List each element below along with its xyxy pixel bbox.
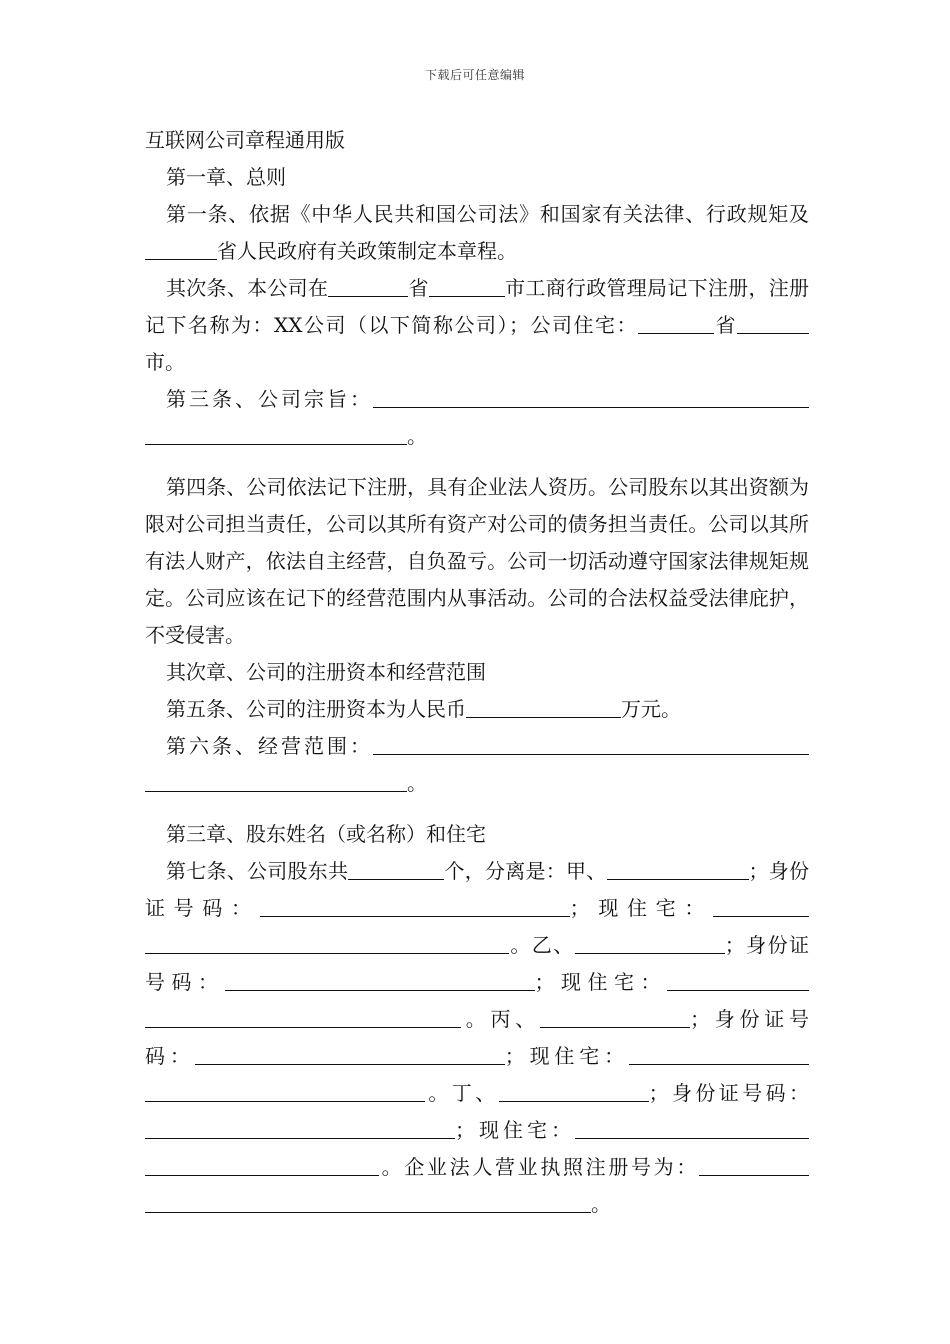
blank-field: [499, 1082, 649, 1102]
blank-field: [145, 240, 217, 260]
blank-field: [260, 897, 570, 917]
blank-field: [713, 897, 809, 917]
blank-field: [540, 1008, 690, 1028]
address-label: ；现住宅：: [534, 970, 667, 994]
article-2: [145, 270, 809, 381]
id-label-4: ；身份证号码：: [648, 1081, 810, 1105]
shareholder-c-label: 。丙、: [461, 1007, 540, 1031]
shareholder-d-label: 。丁、: [425, 1081, 499, 1105]
id-label-3b: 码：: [145, 1044, 195, 1068]
article-5-text: 第五条、公司的注册资本为人民币: [166, 697, 466, 721]
blank-field: [575, 934, 725, 954]
id-label-3a: ；身份证号: [690, 1007, 809, 1031]
blank-field: [145, 425, 407, 445]
article-6: [145, 728, 809, 802]
blank-field: [466, 698, 621, 718]
blank-field: [737, 314, 809, 334]
id-label-2b: 证号码：: [145, 933, 810, 994]
article-2-text: 其次条、本公司在: [166, 276, 329, 300]
blank-field: [638, 314, 714, 334]
article-7: [145, 853, 809, 1223]
blank-field: [607, 860, 749, 880]
article-2-text-end: 市。: [145, 350, 185, 374]
chapter-2-heading: 其次章、公司的注册资本和经营范围: [166, 660, 486, 684]
article-1-text: 第一条、依据《中华人民共和国公司法》和国家有关法律、行政规矩及: [166, 202, 809, 226]
blank-field: [429, 277, 505, 297]
blank-field: [667, 971, 809, 991]
blank-field: [145, 934, 509, 954]
blank-field: [195, 1045, 505, 1065]
header-note: 下载后可任意编辑: [424, 68, 525, 82]
document-title: 互联网公司章程通用版: [145, 128, 345, 152]
blank-field: [328, 277, 408, 297]
article-5-text-end: 万元。: [621, 697, 681, 721]
address-label: ；现住宅：: [569, 896, 714, 920]
blank-field: [145, 1119, 455, 1139]
article-3-text: 第三条、公司宗旨：: [166, 387, 373, 411]
blank-field: [145, 1008, 461, 1028]
blank-field: [699, 1156, 809, 1176]
blank-field: [373, 388, 809, 408]
blank-field: [145, 1156, 379, 1176]
chapter-3-heading: 第三章、股东姓名（或名称）和住宅: [166, 822, 486, 846]
blank-field: [145, 1193, 591, 1213]
blank-field: [575, 1119, 809, 1139]
article-3: [145, 381, 809, 455]
article-2-text-mid: 市工商行政管理局记下注册，注册记下名称为：XX公司（以下简称公司）；公司住宅：: [145, 276, 810, 337]
article-5: [145, 691, 809, 728]
business-license-label: 。企业法人营业执照注册号为：: [379, 1155, 699, 1179]
shareholder-b-label: 。乙、: [509, 933, 575, 957]
article-6-end: 。: [407, 771, 427, 795]
id-label-2a: ；身份: [724, 933, 790, 957]
article-2-province-2: 省: [714, 313, 738, 337]
article-3-end: 。: [407, 424, 427, 448]
semicolon: ；: [748, 859, 769, 883]
article-4: 第四条、公司依法记下注册，具有企业法人资历。公司股东以其出资额为限对公司担当责任，公司以其所有资产对公司的债务担当责任。公司以其所有法人财产，依法自主经营，自负盈亏。公司一切活动遵守国家法律规矩规定。公司应该在记下的经营范围内从事活动。公司的合法权益受法律庇护，不受侵害。: [145, 475, 809, 647]
chapter-1-heading: 第一章、总则: [166, 165, 286, 189]
document-body: [145, 122, 809, 1223]
blank-field: [145, 772, 407, 792]
article-1: [145, 196, 809, 270]
blank-field: [373, 735, 809, 755]
address-label: ；现住宅：: [455, 1118, 575, 1142]
address-label: ；现住宅：: [504, 1044, 630, 1068]
article-6-text: 第六条、经营范围：: [166, 734, 373, 758]
article-2-province: 省: [408, 276, 429, 300]
id-label: 身份证号码：: [145, 859, 809, 920]
article-7-text: 第七条、公司股东共: [166, 859, 349, 883]
blank-field: [629, 1045, 809, 1065]
article-1-text-end: 省人民政府有关政策制定本章程。: [217, 239, 517, 263]
blank-field: [145, 1082, 425, 1102]
final-end: 。: [591, 1192, 611, 1216]
article-7-text-2: 个，分离是：甲、: [444, 859, 607, 883]
blank-field: [225, 971, 535, 991]
blank-field: [348, 860, 444, 880]
